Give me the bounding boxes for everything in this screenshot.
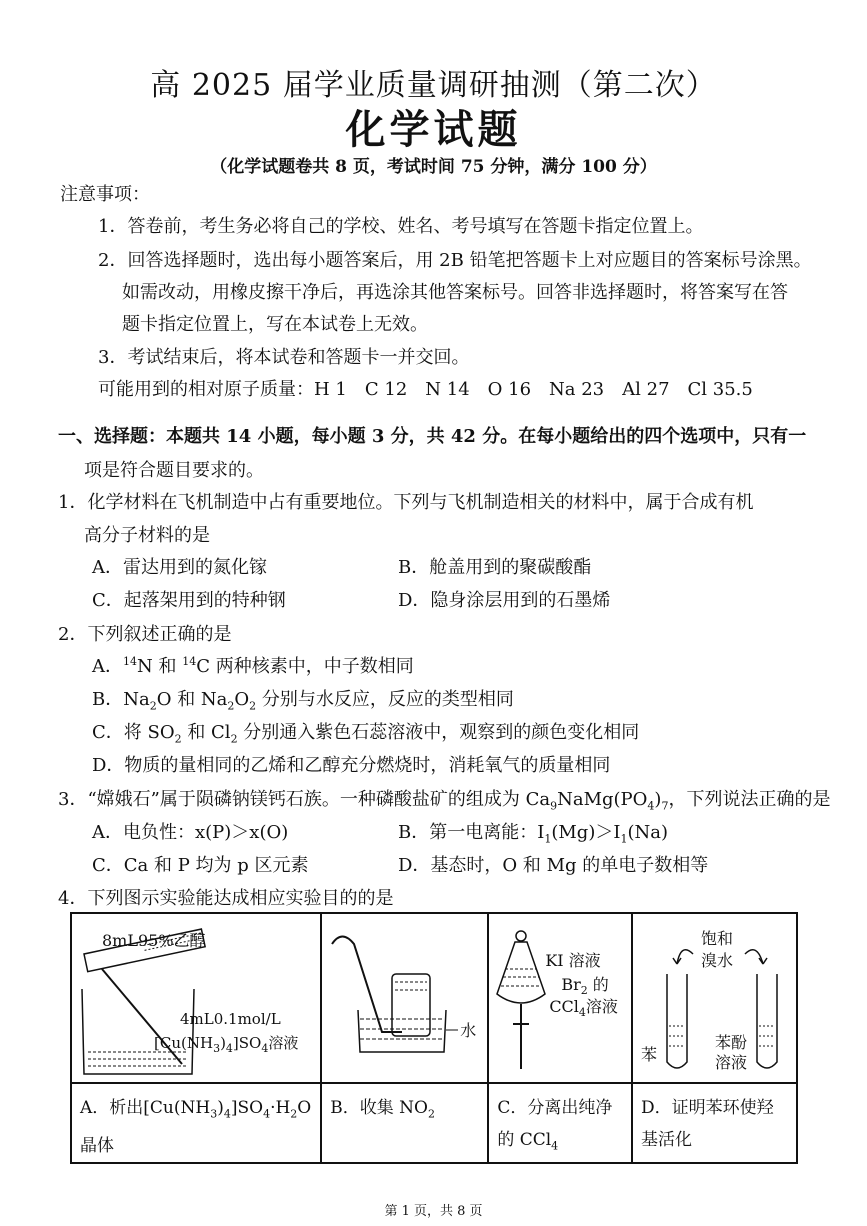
exam-title: 高 2025 届学业质量调研抽测（第二次） [150, 68, 717, 103]
figure-d-label-bromine-water: 溴水 [701, 951, 734, 970]
q4-caption-a: A．析出$[Cu(NH_3)_4]SO_4\cdot H_2O$ 晶体 [71, 1083, 321, 1163]
q3-option-a: A．电负性：x(P)＞x(O) [92, 822, 289, 843]
q4-stem: 4．下列图示实验能达成相应实验目的的是 [58, 888, 394, 909]
exam-info: （化学试题卷共 8 页，考试时间 75 分钟，满分 100 分） [210, 157, 657, 177]
q2-option-d: D．物质的量相同的乙烯和乙醇充分燃烧时，消耗氧气的质量相同 [92, 755, 611, 776]
atomic-masses: 可能用到的相对原子质量：H 1 C 12 N 14 O 16 Na 23 Al 27 Cl 35.5 [98, 379, 753, 400]
q3-option-d: D．基态时，O 和 Mg 的单电子数相等 [398, 855, 709, 876]
q1-option-a: A．雷达用到的氮化镓 [92, 557, 267, 578]
figure-c-label-ccl4: CCl$_4$溶液 [549, 997, 618, 1020]
q4-figure-table [70, 912, 798, 1164]
page-footer: 第 1 页，共 8 页 [384, 1204, 483, 1219]
notice-item-2: 2．回答选择题时，选出每小题答案后，用 2B 铅笔把答题卡上对应题目的答案标号涂黑。 [98, 250, 812, 271]
figure-d-label-benzene: 苯 [641, 1045, 658, 1064]
figure-a-label-solution: $[Cu(NH_3)_4]SO_4$溶液 [154, 1034, 299, 1055]
q4-caption-d: D．证明苯环使羟基活化 [632, 1083, 797, 1163]
figure-c-label-br2: $Br_2$ 的 [561, 975, 609, 998]
figure-c-label-ki: KI 溶液 [545, 951, 601, 970]
q3-stem: 3．“嫦娥石”属于陨磷钠镁钙石族。一种磷酸盐矿的组成为 $Ca_9NaMg(PO_4)_7$，下列说法正确的是 [58, 789, 831, 813]
q1-option-b: B．舱盖用到的聚碳酸酯 [398, 557, 592, 578]
subject-title: 化学试题 [345, 106, 522, 153]
q1-option-c: C．起落架用到的特种钢 [92, 590, 286, 611]
q4-caption-c: C．分离出纯净的 CCl$_4$ [488, 1083, 632, 1163]
q4-figure-c [488, 913, 632, 1083]
no2-collection-diagram [322, 914, 490, 1084]
section-1-heading: 一、选择题：本题共 14 小题，每小题 3 分，共 42 分。在每小题给出的四个选项中，只有一 [58, 426, 807, 447]
q1-stem: 1．化学材料在飞机制造中占有重要地位。下列与飞机制造相关的材料中，属于合成有机 [58, 492, 754, 513]
figure-a-label-conc: 4mL0.1mol/L [180, 1010, 281, 1028]
notice-item-1: 1．答卷前，考生务必将自己的学校、姓名、考号填写在答题卡指定位置上。 [98, 216, 704, 237]
notice-heading: 注意事项： [60, 184, 150, 205]
q2-option-b: B．$Na_2O$ 和 $Na_2O_2$ 分别与水反应，反应的类型相同 [92, 689, 514, 713]
q1-option-d: D．隐身涂层用到的石墨烯 [398, 590, 611, 611]
q4-figure-b [321, 913, 488, 1083]
q1-stem-cont: 高分子材料的是 [84, 525, 210, 546]
q4-figure-d [632, 913, 797, 1083]
q3-option-b: B．第一电离能：$I_1(Mg)>I_1(Na)$ [398, 822, 668, 846]
figure-a-label-ethanol: 8mL95%乙醇 [102, 931, 206, 950]
q2-option-a: A．$^{14}$N 和 $^{14}$C 两种核素中，中子数相同 [92, 655, 414, 677]
notice-item-2-cont2: 题卡指定位置上，写在本试卷上无效。 [122, 314, 428, 335]
q4-caption-b: B．收集 $NO_2$ [321, 1083, 488, 1163]
figure-b-label-water: 水 [460, 1021, 477, 1040]
figure-d-label-phenol: 苯酚 [715, 1033, 748, 1052]
q2-stem: 2．下列叙述正确的是 [58, 624, 232, 645]
figure-d-label-saturated: 饱和 [701, 929, 734, 948]
q4-figure-a [71, 913, 321, 1083]
q3-option-c: C．Ca 和 P 均为 p 区元素 [92, 855, 309, 876]
q2-option-c: C．将 $SO_2$ 和 $Cl_2$ 分别通入紫色石蕊溶液中，观察到的颜色变化相同 [92, 722, 640, 746]
notice-item-2-cont: 如需改动，用橡皮擦干净后，再选涂其他答案标号。回答非选择题时，将答案写在答 [122, 282, 788, 303]
section-1-heading-cont: 项是符合题目要求的。 [84, 460, 264, 481]
notice-item-3: 3．考试结束后，将本试卷和答题卡一并交回。 [98, 347, 470, 368]
figure-d-label-solution: 溶液 [715, 1053, 748, 1072]
